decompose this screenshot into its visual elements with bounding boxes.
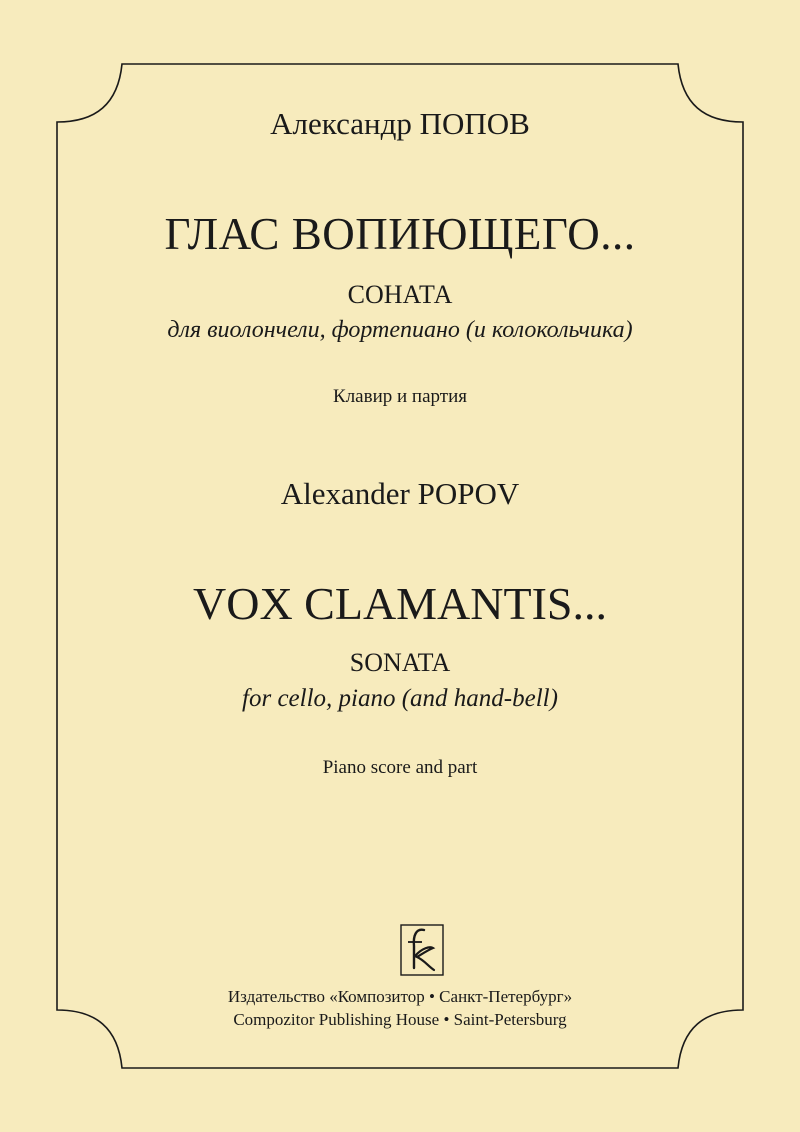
genre-en: SONATA [349, 648, 451, 677]
work-title-en: VOX CLAMANTIS... [193, 578, 607, 629]
work-title-ru: ГЛАС ВОПИЮЩЕГО... [164, 209, 636, 259]
author-name-ru: Александр ПОПОВ [270, 106, 530, 141]
author-name-en: Alexander POPOV [280, 476, 520, 511]
publisher-en: Compozitor Publishing House • Saint-Petersburg [233, 1010, 567, 1029]
edition-en: Piano score and part [322, 757, 478, 778]
publisher-k-logo-icon [400, 924, 444, 976]
genre-ru: СОНАТА [347, 280, 453, 309]
publisher-ru: Издательство «Композитор • Санкт-Петербург» [227, 987, 573, 1006]
edition-ru: Клавир и партия [333, 386, 467, 407]
instrumentation-ru: для виолончели, фортепиано (и колокольчика) [167, 317, 633, 343]
instrumentation-en: for cello, piano (and hand-bell) [242, 685, 558, 712]
